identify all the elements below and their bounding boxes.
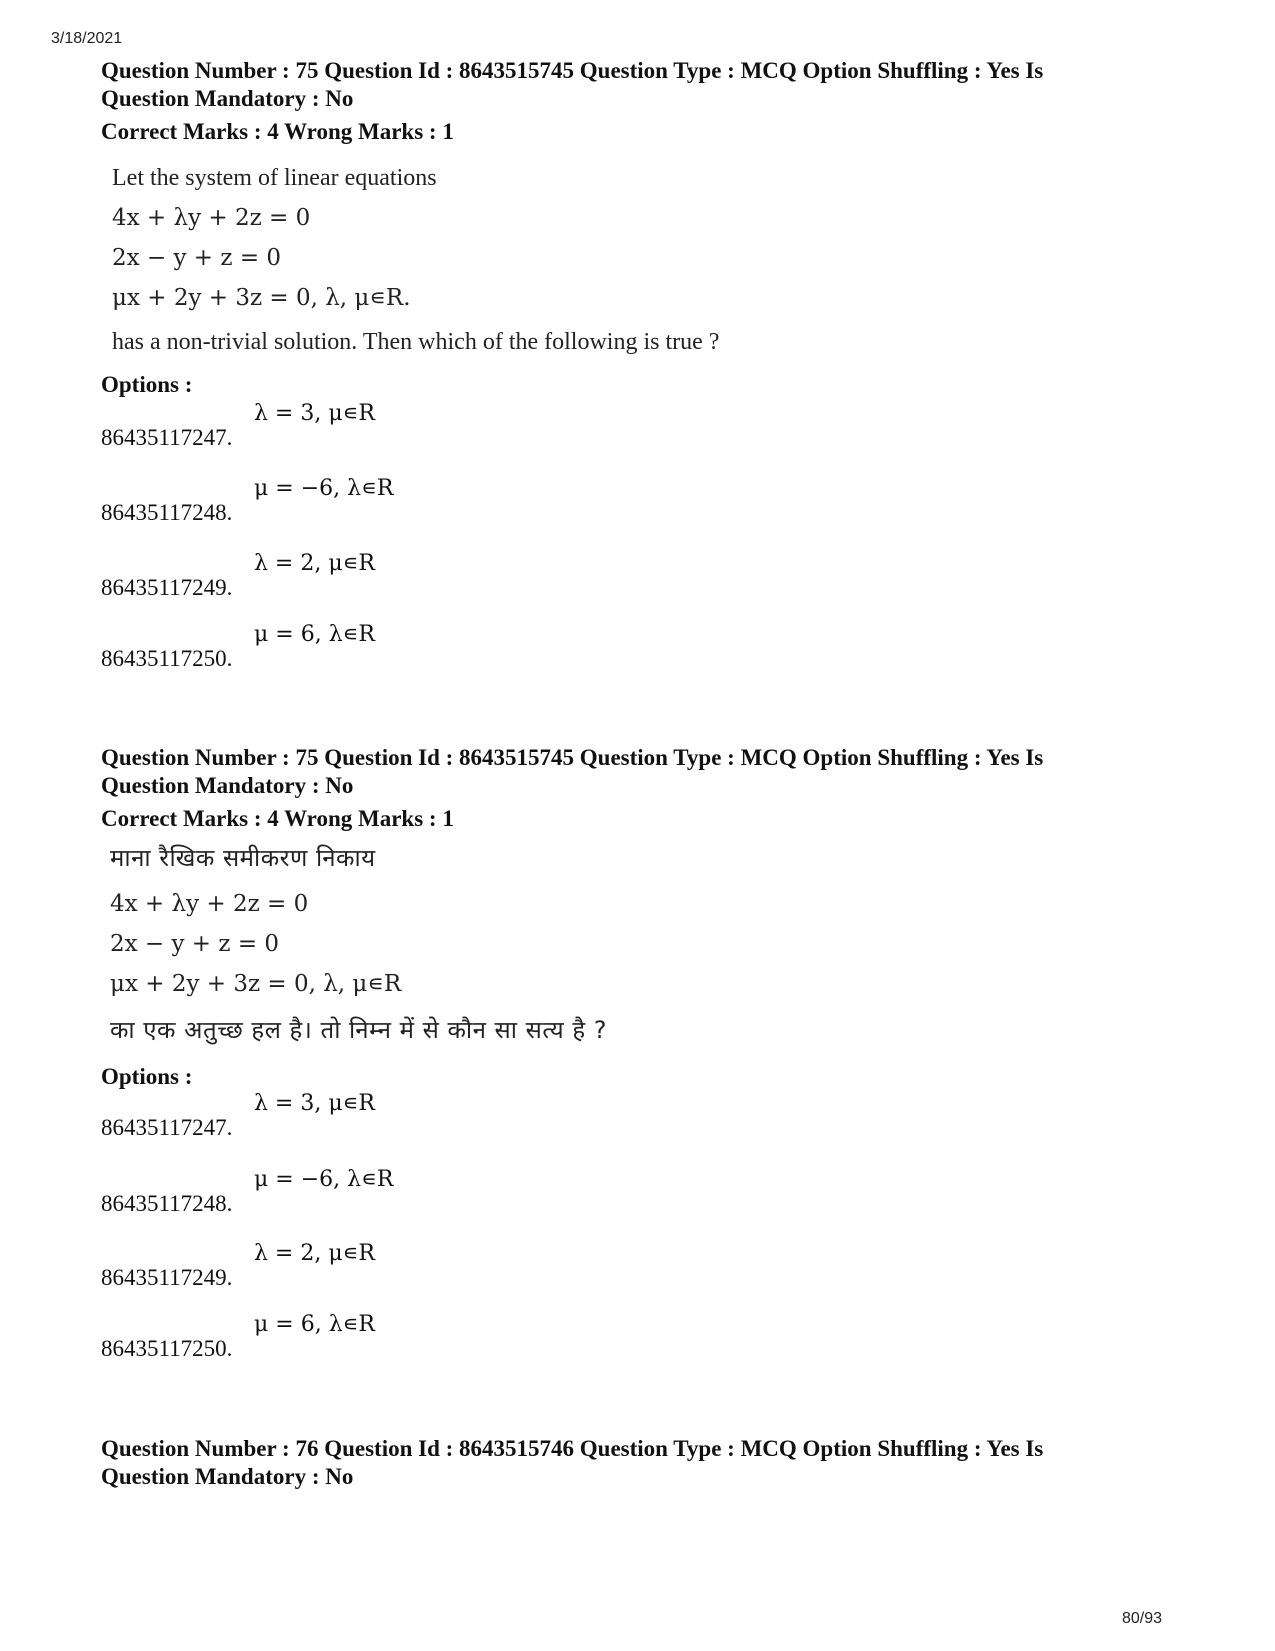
equation: 4x + λy + 2z = 0 — [112, 205, 311, 231]
equation: 2x − y + z = 0 — [112, 245, 282, 271]
options-label: Options : — [101, 1064, 193, 1089]
option-row — [101, 551, 375, 601]
question-mandatory: Question Mandatory : No — [101, 773, 354, 798]
option-id: 86435117249. — [101, 1265, 233, 1290]
equation: μx + 2y + 3z = 0, λ, μ∊R. — [112, 285, 411, 311]
option-text: μ = −6, λ∊R — [254, 476, 394, 501]
option-row — [101, 1167, 394, 1217]
option-text: λ = 3, μ∊R — [254, 1091, 375, 1116]
option-row — [101, 1091, 375, 1141]
question-intro: Let the system of linear equations — [112, 165, 437, 191]
print-date: 3/18/2021 — [51, 30, 123, 47]
option-row — [101, 622, 375, 672]
option-text: λ = 3, μ∊R — [254, 401, 375, 426]
option-id: 86435117248. — [101, 1191, 233, 1216]
question-header — [101, 744, 1181, 833]
option-text: μ = 6, λ∊R — [254, 1312, 375, 1337]
question-header-line: Question Number : 75 Question Id : 8643515745 Question Type : MCQ Option Shuffling : Yes Is — [101, 58, 1044, 83]
question-header — [101, 1435, 1181, 1491]
question-intro: माना रैखिक समीकरण निकाय — [110, 844, 376, 872]
question-marks: Correct Marks : 4 Wrong Marks : 1 — [101, 806, 454, 831]
options-label: Options : — [101, 372, 193, 397]
question-text: has a non-trivial solution. Then which of the following is true ? — [112, 329, 720, 355]
option-row — [101, 1312, 375, 1362]
option-id: 86435117250. — [101, 1336, 233, 1361]
option-text: μ = −6, λ∊R — [254, 1167, 394, 1192]
option-row — [101, 1241, 375, 1291]
question-header-line: Question Number : 75 Question Id : 8643515745 Question Type : MCQ Option Shuffling : Yes Is — [101, 745, 1044, 770]
question-text: का एक अतुच्छ हल है। तो निम्न में से कौन सा सत्य है ? — [110, 1016, 607, 1044]
question-mandatory: Question Mandatory : No — [101, 1464, 354, 1489]
option-id: 86435117247. — [101, 425, 233, 450]
option-row — [101, 401, 375, 451]
question-header-line: Question Number : 76 Question Id : 8643515746 Question Type : MCQ Option Shuffling : Yes Is — [101, 1436, 1044, 1461]
question-body — [112, 158, 719, 362]
option-text: λ = 2, μ∊R — [254, 551, 375, 576]
question-mandatory: Question Mandatory : No — [101, 86, 354, 111]
option-id: 86435117247. — [101, 1115, 233, 1140]
option-id: 86435117250. — [101, 646, 233, 671]
option-id: 86435117248. — [101, 500, 233, 525]
question-header — [101, 57, 1181, 146]
option-text: λ = 2, μ∊R — [254, 1241, 375, 1266]
equation: μx + 2y + 3z = 0, λ, μ∊R — [110, 971, 402, 997]
question-body — [110, 838, 607, 1050]
option-text: μ = 6, λ∊R — [254, 622, 375, 647]
equation: 2x − y + z = 0 — [110, 931, 280, 957]
equation: 4x + λy + 2z = 0 — [110, 891, 309, 917]
option-row — [101, 476, 394, 526]
question-marks: Correct Marks : 4 Wrong Marks : 1 — [101, 119, 454, 144]
page-number: 80/93 — [1121, 1610, 1162, 1627]
option-id: 86435117249. — [101, 575, 233, 600]
